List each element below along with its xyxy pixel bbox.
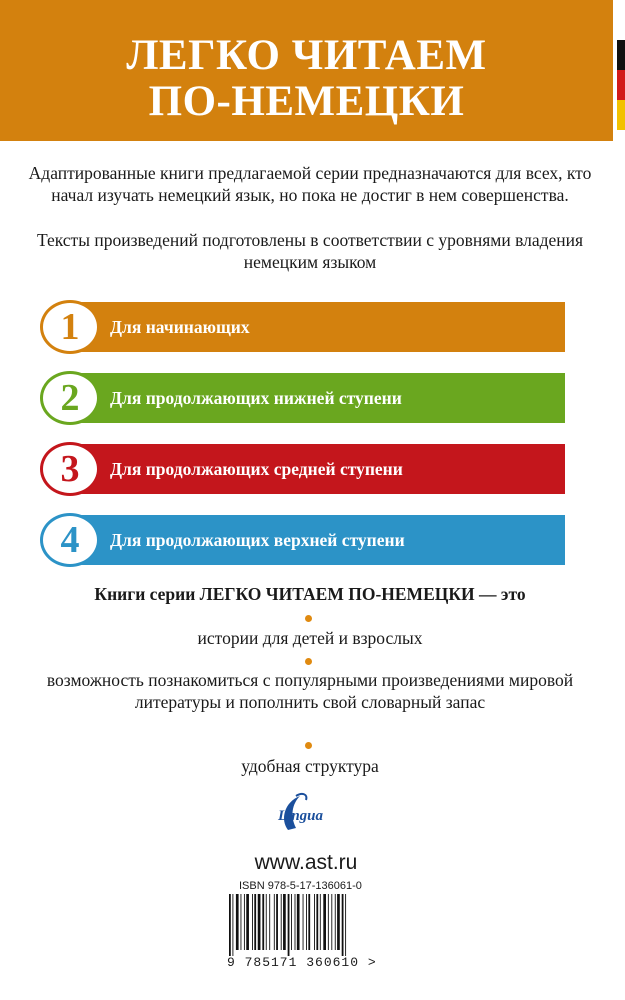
barcode-bar: [291, 894, 292, 950]
barcode-digits: 9 785171 360610 >: [227, 955, 377, 970]
barcode-bar: [269, 894, 270, 950]
level-number-circle: 4: [40, 513, 100, 567]
barcode-bar: [266, 894, 267, 950]
barcode-bar: [229, 894, 231, 956]
barcode-bar: [274, 894, 275, 950]
level-label: Для начинающих: [110, 317, 250, 337]
barcode-bar: [306, 894, 307, 950]
levels-description: Тексты произведений подготовлены в соответствии с уровнями владения немецким языком: [36, 230, 584, 272]
series-title-line2: ПО-НЕМЕЦКИ: [148, 78, 465, 125]
barcode-bar: [246, 894, 249, 950]
lingua-logo-text: Lingua: [278, 808, 324, 824]
level-label: Для продолжающих средней ступени: [110, 459, 403, 479]
feature-item: истории для детей и взрослых: [197, 628, 423, 648]
bullet-dot: [305, 742, 312, 749]
barcode-bar: [295, 894, 296, 950]
barcode-bar: [297, 894, 300, 950]
level-4: [40, 513, 565, 567]
publisher-website: www.ast.ru: [254, 851, 358, 874]
level-label: Для продолжающих верхней ступени: [110, 530, 405, 550]
level-number-circle: 2: [40, 371, 100, 425]
barcode-bar: [254, 894, 256, 950]
level-2: [40, 371, 565, 425]
intro-paragraph: Адаптированные книги предлагаемой серии предназначаются для всех, кто начал изучать немецкий язык, но пока не достиг в нем совершенства.: [28, 163, 592, 205]
barcode-bar: [337, 894, 340, 950]
isbn-text: ISBN 978-5-17-136061-0: [239, 880, 362, 892]
level-label: Для продолжающих нижней ступени: [110, 388, 402, 408]
feature-item: возможность познакомиться с популярными произведениями мировой литературы и пополнить свой словарный запас: [46, 670, 574, 712]
barcode-bar: [342, 894, 344, 956]
barcode-bar: [308, 894, 310, 950]
german-flag-stripe-red: [617, 70, 625, 100]
level-3: [40, 442, 565, 496]
barcode-bar: [331, 894, 332, 950]
german-flag-stripe-black: [617, 40, 625, 70]
barcode-bar: [328, 894, 329, 950]
bullet-dot: [305, 615, 312, 622]
barcode-bar: [323, 894, 326, 950]
series-title-line1: ЛЕГКО ЧИТАЕМ: [126, 32, 487, 79]
barcode-bar: [252, 894, 253, 950]
title-banner: [0, 0, 613, 141]
level-number-circle: 1: [40, 300, 100, 354]
level-1: [40, 300, 565, 354]
barcode-bar: [345, 894, 346, 956]
barcode-bar: [236, 894, 239, 950]
barcode-bar: [288, 894, 290, 956]
barcode-bar: [232, 894, 233, 956]
barcode-bar: [244, 894, 245, 950]
series-heading: Книги серии ЛЕГКО ЧИТАЕМ ПО-НЕМЕЦКИ — это: [94, 584, 526, 604]
barcode-bar: [283, 894, 286, 950]
barcode-bar: [335, 894, 336, 950]
barcode-bar: [316, 894, 318, 950]
barcode-bar: [258, 894, 261, 950]
barcode-bar: [320, 894, 321, 950]
barcode-bar: [314, 894, 315, 950]
barcode-bar: [276, 894, 278, 950]
bullet-dot: [305, 658, 312, 665]
barcode-icon: [227, 894, 387, 956]
barcode-bar: [241, 894, 242, 950]
barcode-bar: [281, 894, 282, 950]
german-flag-stripe-gold: [617, 100, 625, 130]
level-number-circle: 3: [40, 442, 100, 496]
barcode-bar: [303, 894, 304, 950]
barcode-bar: [262, 894, 264, 950]
feature-item: удобная структура: [241, 756, 379, 776]
